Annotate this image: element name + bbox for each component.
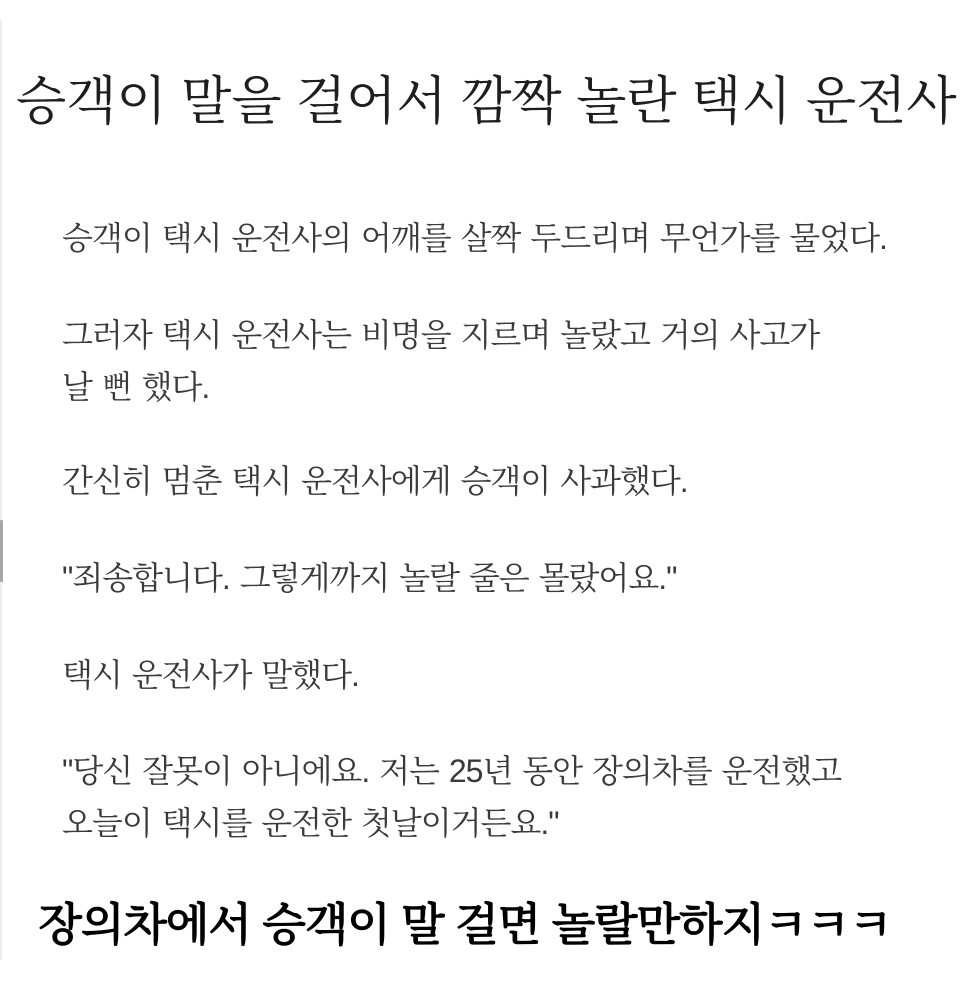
story-paragraph-1	[62, 212, 887, 264]
story-paragraph-3	[62, 455, 688, 507]
paragraph-line: 승객이 택시 운전사의 어깨를 살짝 두드리며 무언가를 물었다.	[62, 220, 887, 256]
paragraph-line: 그러자 택시 운전사는 비명을 지르며 놀랐고 거의 사고가	[62, 317, 820, 353]
story-paragraph-4	[62, 552, 676, 604]
paragraph-line: 오늘이 택시를 운전한 첫날이거든요."	[62, 805, 559, 841]
paragraph-line: 날 뻔 했다.	[62, 369, 210, 405]
scan-edge-dash-artifact	[0, 520, 3, 582]
story-paragraph-6	[62, 745, 841, 849]
story-paragraph-2	[62, 309, 819, 413]
paragraph-line: "당신 잘못이 아니에요. 저는 25년 동안 장의차를 운전했고	[62, 753, 842, 789]
punchline-caption: 장의차에서 승객이 말 걸면 놀랄만하지ㅋㅋㅋ	[38, 899, 892, 950]
paragraph-line: "죄송합니다. 그렇게까지 놀랄 줄은 몰랐어요."	[62, 560, 677, 596]
paragraph-line: 택시 운전사가 말했다.	[62, 657, 359, 693]
scan-edge-artifact	[0, 20, 2, 960]
story-paragraph-5	[62, 649, 359, 701]
paragraph-line: 간신히 멈춘 택시 운전사에게 승객이 사과했다.	[62, 463, 688, 499]
story-title: 승객이 말을 걸어서 깜짝 놀란 택시 운전사	[16, 73, 957, 131]
